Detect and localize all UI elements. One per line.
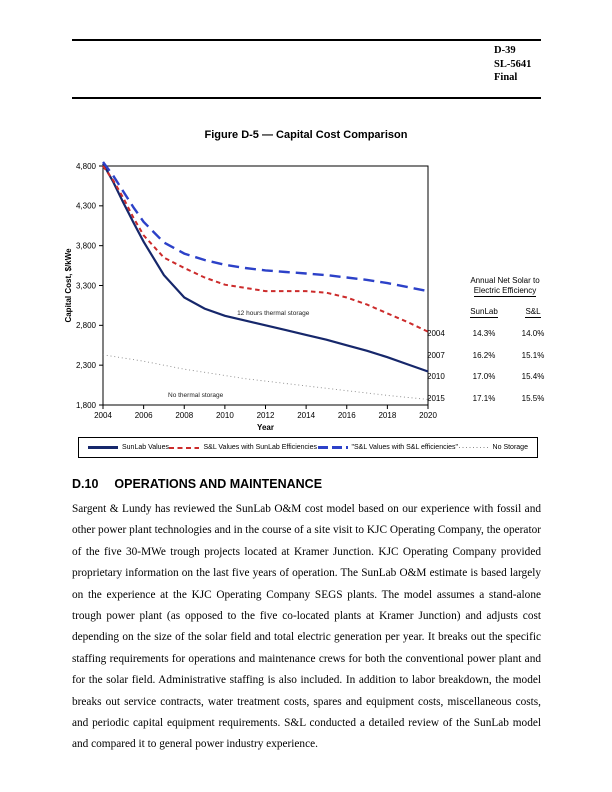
doc-status: Final	[494, 72, 518, 83]
efficiency-sunlab-value: 16.2%	[472, 350, 496, 360]
y-axis-label: Capital Cost, $/kWe	[64, 248, 73, 323]
efficiency-table-header-row	[427, 306, 561, 318]
y-tick-label: 3,800	[75, 241, 96, 251]
efficiency-row-2004	[427, 323, 561, 345]
y-tick-label: 2,300	[75, 360, 96, 370]
y-tick-label: 1,800	[75, 400, 96, 410]
chart-annotation: No thermal storage	[168, 392, 224, 400]
efficiency-sunlab-value: 14.3%	[472, 329, 496, 338]
x-tick-label: 2016	[337, 411, 356, 420]
legend-label: SunLab Values	[122, 444, 169, 451]
plot-border	[103, 166, 428, 405]
efficiency-year: 2015	[427, 393, 445, 403]
x-tick-label: 2012	[256, 411, 275, 420]
efficiency-header-sunlab	[457, 306, 511, 318]
efficiency-title-line2	[453, 286, 557, 296]
series-line-dashed	[103, 166, 428, 332]
doc-code: SL-5641	[494, 58, 532, 70]
legend-item-no-storage	[459, 444, 528, 451]
series-line-longdash	[103, 162, 428, 291]
legend-label: S&L Values with SunLab Efficiencies	[203, 444, 317, 451]
section-title: OPERATIONS AND MAINTENANCE	[114, 477, 323, 491]
efficiency-title-line2-text: Electric Efficiency	[473, 286, 537, 295]
efficiency-header-sl	[511, 306, 555, 318]
x-tick-label: 2020	[419, 411, 437, 420]
efficiency-table	[427, 276, 561, 409]
x-tick-label: 2006	[134, 411, 153, 420]
efficiency-header-sl-text: S&L	[525, 307, 541, 316]
y-tick-label: 4,300	[75, 201, 96, 211]
efficiency-sunlab-value: 17.1%	[472, 393, 496, 403]
capital-cost-chart	[60, 158, 440, 436]
y-tick-label: 4,800	[75, 161, 96, 171]
efficiency-header-sunlab-text: SunLab	[470, 307, 498, 316]
header-rule-bottom	[72, 97, 541, 99]
legend-item-sl-sl-efficiencies	[318, 444, 459, 451]
efficiency-table-title	[453, 276, 557, 296]
x-tick-label: 2004	[94, 411, 112, 420]
efficiency-table-body	[427, 323, 561, 409]
x-axis-label: Year	[257, 423, 274, 432]
efficiency-sl-value: 15.4%	[521, 372, 545, 381]
figure-title: Figure D-5 — Capital Cost Comparison	[204, 129, 408, 141]
efficiency-year: 2004	[427, 329, 445, 338]
chart-legend	[78, 437, 538, 458]
doc-number: D-39	[494, 45, 516, 56]
legend-longdash-line-swatch	[318, 446, 348, 448]
x-tick-label: 2008	[175, 411, 194, 420]
efficiency-sl-value: 15.1%	[521, 350, 545, 360]
section-heading	[72, 477, 322, 491]
efficiency-sl-value: 14.0%	[521, 329, 545, 338]
x-tick-label: 2010	[215, 411, 234, 420]
efficiency-sunlab-value: 17.0%	[472, 372, 496, 381]
legend-label: No Storage	[492, 444, 528, 451]
x-tick-label: 2014	[297, 411, 316, 420]
efficiency-year: 2007	[427, 350, 445, 360]
efficiency-title-line1: Annual Net Solar to	[470, 276, 540, 285]
series-line-dotted	[103, 355, 428, 400]
efficiency-row-2015	[427, 388, 561, 410]
y-tick-label: 3,300	[75, 281, 96, 291]
legend-dashed-line-swatch	[169, 447, 199, 449]
legend-item-sl-sunlab-efficiencies	[169, 444, 317, 451]
body-paragraph: Sargent & Lundy has reviewed the SunLab O&M cost model based on our experience with fossil and other power plant technologies and in the course of a site visit to KJC Operating Company, the operator of the five 30-MWe trough projects located at Kramer Junction. KJC Operating Company provided proprietary information on the last five years of operation. The SunLab O&M estimate is based largely on the experience at the KJC Operating Company SEGS plants. The model assumes a stand-alone trough power plant (as opposed to the five co-located plants at Kramer Junction) and adjusts cost depending on the size of the solar field and total electric generation per year. It breaks out the specific staffing requirements for operations and maintenance crews for both the conventional power plant and for the solar field. Administrative staffing is also included. In addition to labor breakdown, the model breaks out service contracts, water treatment costs, spares and equipment costs, miscellaneous costs, and periodic capital equipment requirements. S&L conducted a detailed review of the SunLab model and compared it to general power industry experience.	[72, 503, 541, 751]
y-tick-label: 2,800	[75, 321, 96, 331]
efficiency-sl-value: 15.5%	[521, 393, 545, 403]
efficiency-year: 2010	[427, 372, 445, 381]
section-number: D.10	[72, 477, 99, 491]
x-tick-label: 2018	[378, 411, 397, 420]
efficiency-row-2010	[427, 366, 561, 388]
series-line-solid	[103, 164, 428, 372]
legend-dotted-line-swatch	[459, 447, 489, 448]
doc-header	[494, 44, 531, 85]
legend-solid-line-swatch	[88, 446, 118, 448]
legend-item-sunlab-values	[88, 444, 169, 451]
chart-annotation: 12 hours thermal storage	[237, 309, 310, 317]
header-rule-top	[72, 39, 541, 41]
efficiency-row-2007	[427, 345, 561, 367]
legend-label: "S&L Values with S&L efficiencies"	[351, 444, 459, 451]
